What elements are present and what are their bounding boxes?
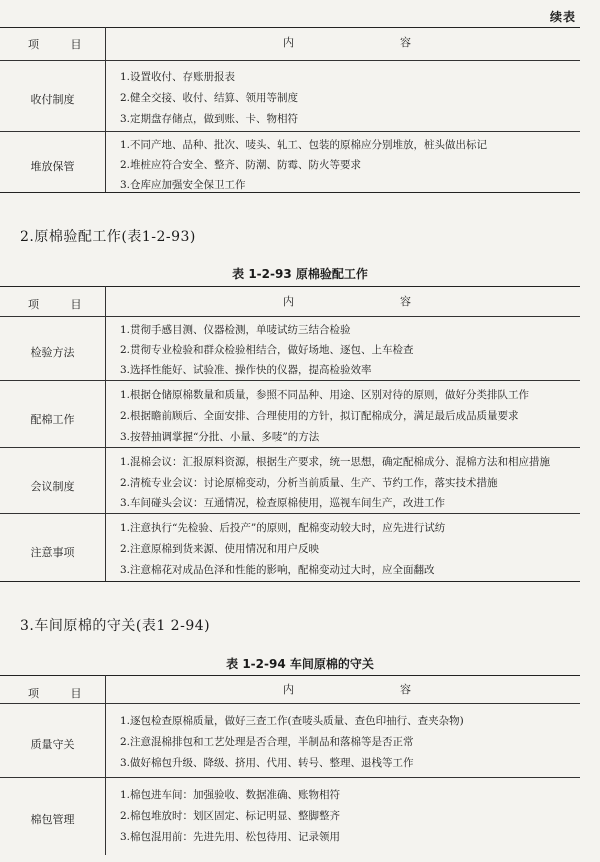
section3-heading: 3.车间原棉的守关(表1 2-94) <box>20 618 211 634</box>
section2-heading: 2.原棉验配工作(表1-2-93) <box>20 229 196 245</box>
row-item: 3.车间碰头会议：互通情况，检查原棉使用，巡视车间生产，改进工作 <box>120 497 446 509</box>
row-category: 检验方法 <box>30 346 75 359</box>
row-rule <box>0 131 580 132</box>
table-top-rule <box>0 286 580 287</box>
row-item: 3.棉包混用前：先进先用、松包待用、记录领用 <box>120 831 341 843</box>
row-category: 堆放保管 <box>30 160 75 173</box>
row-rule <box>0 380 580 381</box>
row-item: 2.堆桩应符合安全、整齐、防潮、防霉、防火等要求 <box>120 159 362 171</box>
row-item: 2.清梳专业会议：讨论原棉变动，分析当前质量、生产、节约工作，落实技术措施 <box>120 477 498 489</box>
header-content-2: 容 <box>400 683 411 696</box>
header-item: 项 目 <box>28 298 96 311</box>
header-content-1: 内 <box>283 36 294 49</box>
row-rule <box>0 447 580 448</box>
continued-label: 续表 <box>549 10 576 24</box>
row-item: 2.根据瞻前顾后、全面安排、合理使用的方针，拟订配棉成分，满足最后成品质量要求 <box>120 410 519 422</box>
row-item: 1.逐包检查原棉质量，做好三查工作(查唛头质量、查色印抽行、查夹杂物) <box>120 715 464 727</box>
row-rule <box>0 777 580 778</box>
header-rule <box>0 703 580 704</box>
row-category: 会议制度 <box>30 480 75 493</box>
row-item: 3.选择性能好、试验准、操作快的仪器，提高检验效率 <box>120 364 372 376</box>
row-item: 2.注意混棉排包和工艺处理是否合理，半制品和落棉等是否正常 <box>120 736 414 748</box>
table-bottom-rule <box>0 192 580 193</box>
header-item: 项 目 <box>28 38 96 51</box>
row-item: 1.棉包进车间：加强验收、数据准确、账物相符 <box>120 789 341 801</box>
table-top-rule <box>0 27 580 28</box>
row-item: 3.仓库应加强安全保卫工作 <box>120 179 246 191</box>
row-item: 2.棉包堆放时：划区固定、标记明显、整脚整齐 <box>120 810 341 822</box>
row-item: 1.贯彻手感目测、仪器检测，单唛试纺三结合检验 <box>120 324 351 336</box>
row-category: 配棉工作 <box>30 413 75 426</box>
row-item: 2.贯彻专业检验和群众检验相结合，做好场地、逐包、上车检查 <box>120 344 414 356</box>
column-divider <box>105 675 106 855</box>
table-bottom-rule <box>0 581 580 582</box>
section3-caption: 表 1-2-94 车间原棉的守关 <box>226 657 374 671</box>
header-content-2: 容 <box>400 36 411 49</box>
column-divider <box>105 286 106 581</box>
header-content-1: 内 <box>283 295 294 308</box>
row-rule <box>0 513 580 514</box>
row-item: 1.混棉会议：汇报原料资源，根据生产要求，统一思想，确定配棉成分、混棉方法和相应措施 <box>120 456 551 468</box>
column-divider <box>105 27 106 192</box>
row-category: 棉包管理 <box>30 813 75 826</box>
row-item: 2.健全交接、收付、结算、领用等制度 <box>120 92 299 104</box>
row-item: 3.定期盘存储点，做到账、卡、物相符 <box>120 113 299 125</box>
header-rule <box>0 60 580 61</box>
section2-caption: 表 1-2-93 原棉验配工作 <box>232 267 368 281</box>
row-item: 3.按替抽调掌握“分批、小量、多唛”的方法 <box>120 431 320 443</box>
row-item: 3.做好棉包升级、降级、挤用、代用、转号、整理、退栈等工作 <box>120 757 414 769</box>
row-item: 2.注意原棉到货来源、使用情况和用户反映 <box>120 543 320 555</box>
table-93 <box>0 286 580 581</box>
row-item: 3.注意棉花对成品色泽和性能的影响，配棉变动过大时，应全面翻改 <box>120 564 435 576</box>
table-94 <box>0 675 580 855</box>
header-content-1: 内 <box>283 683 294 696</box>
row-category: 注意事项 <box>30 546 75 559</box>
row-item: 1.注意执行“先检验、后投产”的原则，配棉变动较大时，应先进行试纺 <box>120 522 446 534</box>
table-prev <box>0 27 580 192</box>
header-content-2: 容 <box>400 295 411 308</box>
row-category: 收付制度 <box>30 93 75 106</box>
row-item: 1.根据仓储原棉数量和质量，参照不同品种、用途、区别对待的原则，做好分类排队工作 <box>120 389 530 401</box>
header-item: 项 目 <box>28 687 96 700</box>
row-category: 质量守关 <box>30 738 75 751</box>
header-rule <box>0 316 580 317</box>
row-item: 1.设置收付、存账册报表 <box>120 71 236 83</box>
table-top-rule <box>0 675 580 676</box>
row-item: 1.不同产地、品种、批次、唛头、轧工、包装的原棉应分别堆放，桩头做出标记 <box>120 139 488 151</box>
